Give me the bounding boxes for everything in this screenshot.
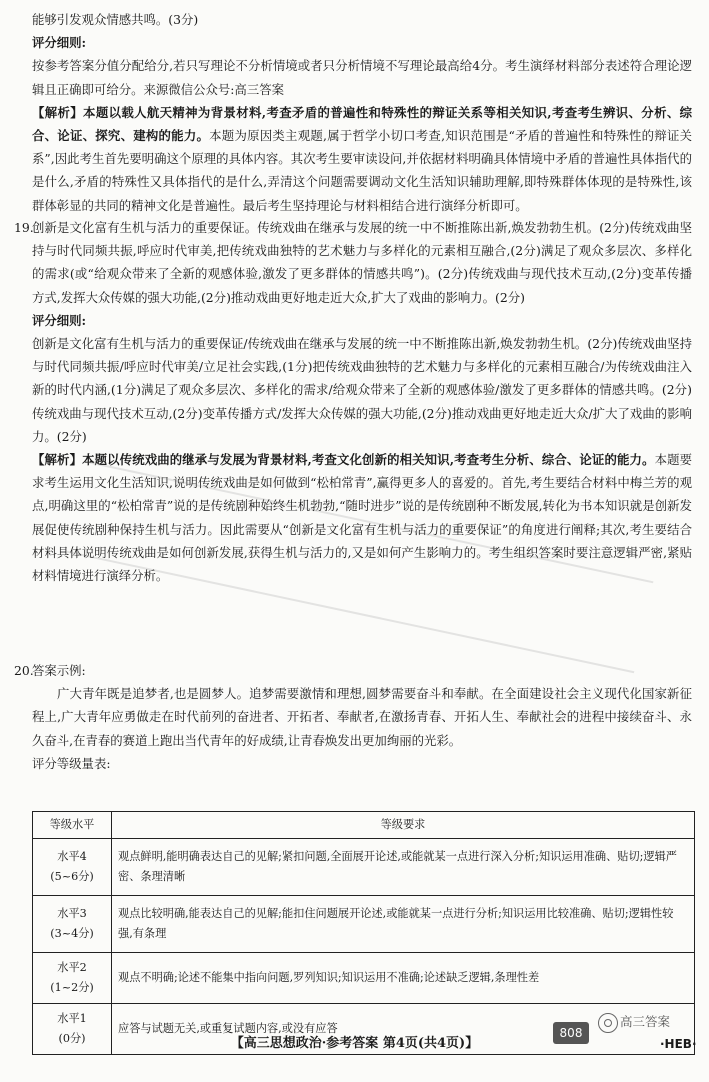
requirement-cell: 观点鲜明,能明确表达自己的见解;紧扣问题,全面展开论述,或能就某一点进行深入分析;知识运用准确、贴切;逻辑严密、条理清晰 bbox=[112, 839, 695, 896]
q19-answer: 创新是文化富有生机与活力的重要保证。传统戏曲在继承与发展的统一中不断推陈出新,焕发勃勃生机。(2分)传统戏曲坚持与时代同频共振,呼应时代审美,把传统戏曲独特的艺术魅力与多样化的元素相互融合,(2分)满足了观众多层次、多样化的需求(或“给观众带来了全新的观感体验,激发了更多群体的情感共鸣”)。(2分)传统戏曲与现代技术互动,(2分)变革传播方式,发挥大众传媒的强大功能,(2分)推动戏曲更好地走近大众,扩大了戏曲的影响力。(2分) bbox=[32, 220, 692, 305]
grade-scale-heading: 评分等级量表: bbox=[32, 755, 111, 771]
wechat-icon bbox=[598, 1013, 618, 1033]
analysis-18 bbox=[32, 101, 692, 217]
q20-sample-answer: 广大青年既是追梦者,也是圆梦人。追梦需要激情和理想,圆梦需要奋斗和奉献。在全面建设社会主义现代化国家新征程上,广大青年应勇做走在时代前列的奋进者、开拓者、奉献者,在激扬青春、开拓人生、奉献社会的进程中接续奋斗、永久奋斗,在青春的赛道上跑出当代青年的好成绩,让青春焕发出更加绚丽的光彩。 bbox=[32, 686, 692, 748]
scoring-rules-heading-2: 评分细则: bbox=[32, 312, 87, 328]
analysis-18-body: 本题为原因类主观题,属于哲学小切口考查,知识范围是“矛盾的普遍性和特殊性的辩证关系”,因此考生首先要明确这个原理的具体内容。其次考生要审读设问,并依据材料明确具体情境中矛盾的普遍性具体指代的是什么,矛盾的特殊性又具体指代的是什么,弄清这个问题需要调动文化生活知识辅助理解,即特殊群体体现的是特殊性,该群体彰显的共同的精神文化是普遍性。最后考生坚持理论与材料相结合进行演绎分析即可。 bbox=[32, 128, 693, 213]
q20-heading: 答案示例: bbox=[32, 663, 86, 678]
grade-scale-table bbox=[32, 811, 695, 1055]
footer-code: ·HEB· bbox=[660, 1037, 697, 1051]
analysis-19 bbox=[32, 448, 692, 587]
level-name: 水平1 bbox=[57, 1012, 87, 1025]
scoring-rules-2: 创新是文化富有生机与活力的重要保证/传统戏曲在继承与发展的统一中不断推陈出新,焕发勃勃生机。(2分)传统戏曲坚持与时代同频共振/呼应时代审美/立足社会实践,(1分)把传统戏曲独特的艺术魅力与多样化的元素相互融合/为传统戏曲注入新的时代内涵,(1分)满足了观众多层次、多样化的需求/给观众带来了全新的观感体验/激发了更多群体的情感共鸣。(2分)传统戏曲与现代技术互动,(2分)变革传播方式/发挥大众传媒的强大功能,(2分)推动戏曲更好地走近大众/扩大了戏曲的影响力。(2分) bbox=[32, 336, 692, 444]
level-cell bbox=[33, 839, 112, 896]
level-name: 水平3 bbox=[57, 907, 87, 920]
wechat-watermark: 高三答案 bbox=[620, 1014, 671, 1029]
scoring-rules-1: 按参考答案分值分配给分,若只写理论不分析情境或者只分析情境不写理论最高给4分。考生演绎材料部分表述符合理论逻辑且正确即可给分。来源微信公众号:高三答案 bbox=[32, 58, 692, 97]
level-range: (0分) bbox=[58, 1032, 86, 1045]
q19-number: 19. bbox=[14, 220, 34, 235]
analysis-19-head: 【解析】本题以传统戏曲的继承与发展为背景材料,考查文化创新的相关知识,考查考生分析、综合、论证的能力。 bbox=[32, 452, 655, 468]
requirement-cell: 应答与试题无关,或重复试题内容,或没有应答 bbox=[112, 1004, 695, 1055]
level-cell bbox=[33, 896, 112, 953]
q19-block bbox=[14, 216, 693, 587]
level-name: 水平2 bbox=[57, 961, 87, 974]
page-footer: 【高三思想政治·参考答案 第4页(共4页)】 bbox=[230, 1036, 479, 1051]
scoring-rules-heading-1: 评分细则: bbox=[32, 35, 87, 51]
analysis-18-head: 【解析】本题以载人航天精神为背景材料,考查矛盾的普遍性和特殊性的辩证关系等相关知识,考查考生辨识、分析、综合、论证、探究、建构的能力。 bbox=[32, 104, 692, 144]
page-stamp: 808 bbox=[553, 1022, 589, 1044]
header-level: 等级水平 bbox=[33, 812, 112, 839]
requirement-cell: 观点不明确;论述不能集中指向问题,罗列知识;知识运用不准确;论述缺乏逻辑,条理性差 bbox=[112, 953, 695, 1004]
q18-score-line: 能够引发观众情感共鸣。(3分) bbox=[32, 12, 199, 27]
q18-tail bbox=[32, 8, 692, 217]
table-row bbox=[33, 896, 695, 953]
table-header-row bbox=[33, 812, 695, 839]
table-row bbox=[33, 839, 695, 896]
level-name: 水平4 bbox=[57, 850, 87, 863]
q20-block bbox=[14, 659, 692, 775]
level-cell bbox=[33, 953, 112, 1004]
level-range: (3~4分) bbox=[50, 927, 94, 940]
requirement-cell: 观点比较明确,能表达自己的见解;能扣住问题展开论述,或能就某一点进行分析;知识运用比较准确、贴切;逻辑性较强,有条理 bbox=[112, 896, 695, 953]
level-range: (5~6分) bbox=[50, 870, 94, 883]
level-range: (1~2分) bbox=[50, 981, 94, 994]
analysis-19-body: 本题要求考生运用文化生活知识,说明传统戏曲是如何做到“松柏常青”,赢得更多人的喜爱的。首先,考生要结合材料中梅兰芳的观点,明确这里的“松柏常青”说的是传统剧种始终生机勃勃,“随时进步”说的是传统剧种不断发展,转化为书本知识就是创新发展促使传统剧种保持生机与活力。因此需要从“创新是文化富有生机与活力的重要保证”的角度进行阐释;其次,考生要结合材料具体说明传统戏曲是如何创新发展,获得生机与活力的,又是如何产生影响力的。考生组织答案时要注意逻辑严密,紧贴材料情境进行演绎分析。 bbox=[32, 452, 693, 584]
q20-number: 20. bbox=[14, 663, 34, 678]
header-requirement: 等级要求 bbox=[112, 812, 695, 839]
table-row bbox=[33, 953, 695, 1004]
